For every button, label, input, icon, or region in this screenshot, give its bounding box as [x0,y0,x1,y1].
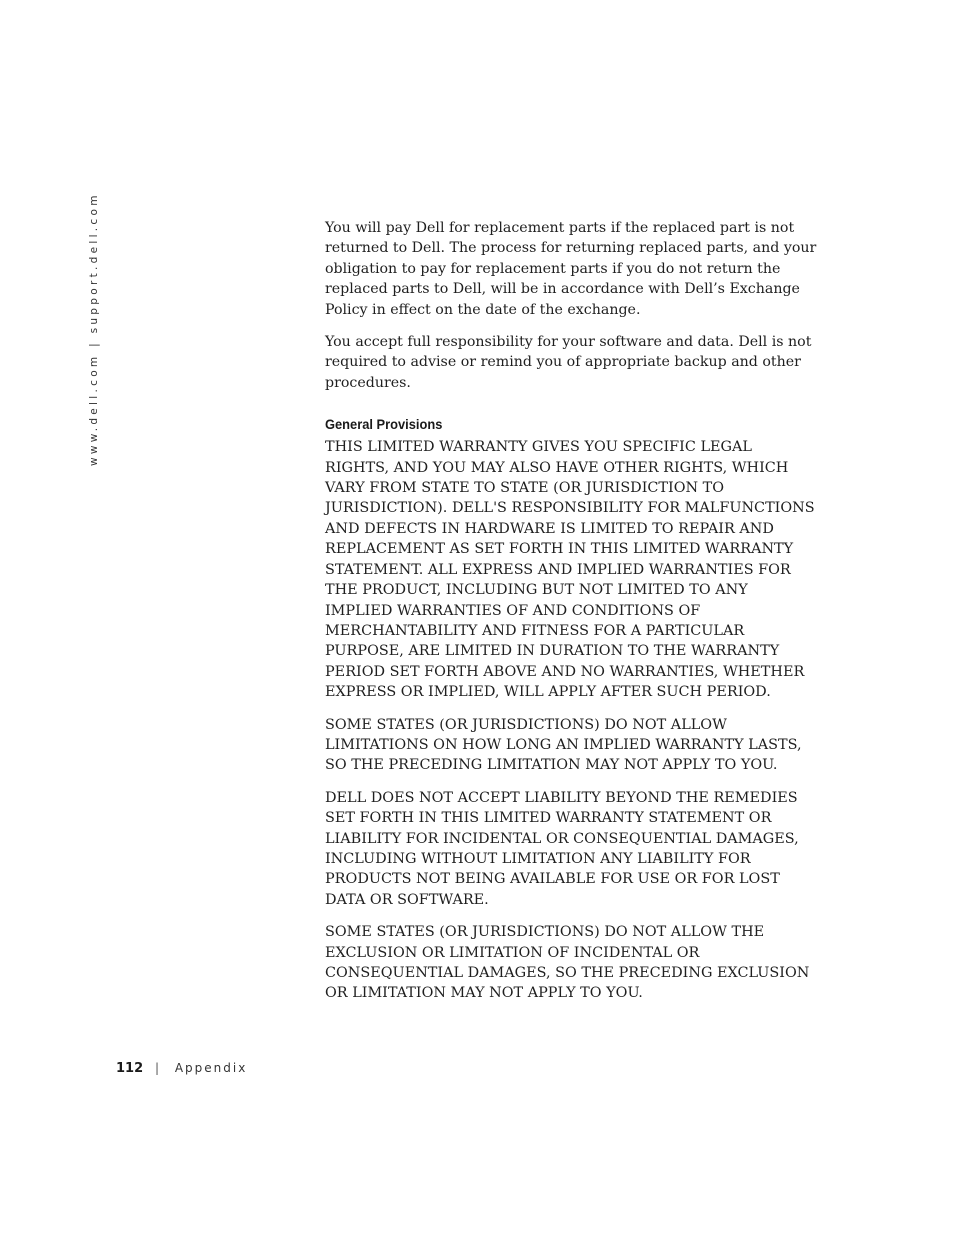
section-heading: General Provisions [325,416,443,433]
footer-section-title: Appendix [174,1061,248,1075]
paragraph-legal-rights: THIS LIMITED WARRANTY GIVES YOU SPECIFIC LEGAL RIGHTS, AND YOU MAY ALSO HAVE OTHER RIGHTS, WHICH VARY FROM STATE TO STATE (OR JURISDICTION TO JURISDICTION). DELL'S RESPONSIBILITY FOR MALFUNCTIONS AND DEFECTS IN HARDWARE IS LIMITED TO REPAIR AND REPLACEMENT AS SET FORTH IN THIS LIMITED WARRANTY STATEMENT. ALL EXPRESS AND IMPLIED WARRANTIES FOR THE PRODUCT, INCLUDING BUT NOT LIMITED TO ANY IMPLIED WARRANTIES OF AND CONDITIONS OF MERCHANTABILITY AND FITNESS FOR A PARTICULAR PURPOSE, ARE LIMITED IN DURATION TO THE WARRANTY PERIOD SET FORTH ABOVE AND NO WARRANTIES, WHETHER EXPRESS OR IMPLIED, WILL APPLY AFTER SUCH PERIOD. [325,439,815,701]
paragraph-responsibility: You accept full responsibility for your software and data. Dell is not required to advise or remind you of appropriate backup and other procedures. [325,334,812,391]
paragraph-exclusion: SOME STATES (OR JURISDICTIONS) DO NOT ALLOW THE EXCLUSION OR LIMITATION OF INCIDENTAL OR CONSEQUENTIAL DAMAGES, SO THE PRECEDING EXCLUSION OR LIMITATION MAY NOT APPLY TO YOU. [325,924,810,1002]
paragraph-warranty-duration: SOME STATES (OR JURISDICTIONS) DO NOT ALLOW LIMITATIONS ON HOW LONG AN IMPLIED WARRANTY LASTS, SO THE PRECEDING LIMITATION MAY NOT APPLY TO YOU. [325,716,802,774]
page-content [325,218,817,1016]
page-footer [116,1061,247,1076]
paragraph-replacement-parts: You will pay Dell for replacement parts if the replaced part is not returned to Dell. The process for returning replaced parts, and your obligation to pay for replacement parts if you do not return the replaced parts to Dell, will be in accordance with Dell’s Exchange Policy in effect on the date of the exchange. [325,220,817,318]
side-url: www.dell.com | support.dell.com [88,192,100,466]
paragraph-liability: DELL DOES NOT ACCEPT LIABILITY BEYOND THE REMEDIES SET FORTH IN THIS LIMITED WARRANTY STATEMENT OR LIABILITY FOR INCIDENTAL OR CONSEQUENTIAL DAMAGES, INCLUDING WITHOUT LIMITATION ANY LIABILITY FOR PRODUCTS NOT BEING AVAILABLE FOR USE OR FOR LOST DATA OR SOFTWARE. [325,789,799,908]
footer-separator: | [154,1061,160,1075]
page-number: 112 [116,1061,144,1076]
